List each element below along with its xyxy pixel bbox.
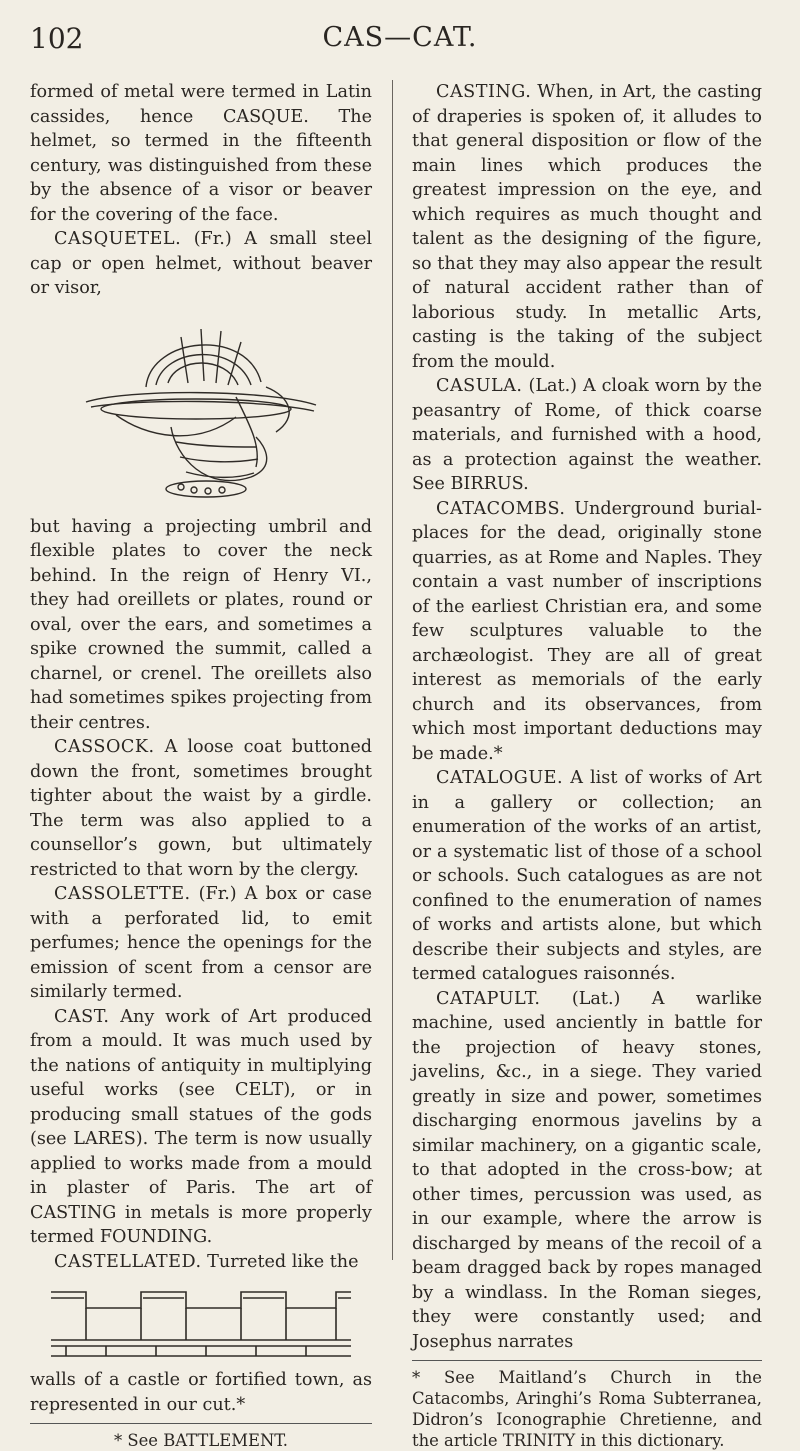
entry-term: CASSOLETTE. [54, 884, 191, 904]
paragraph: but having a projecting umbril and flexible plates to cover the neck behind. In the reign of Henry VI., they had oreillets or plates, round or oval, over the ears, and sometimes a spike crowned the summit, called a charnel, or crenel. The oreillets also had sometimes spikes projecting from their centres. [30, 516, 372, 733]
paragraph: formed of metal were termed in Latin cassides, hence CASQUE. The helmet, so termed in the fifteenth century, was distinguished from these by the absence of a visor or beaver for the covering of the face. [30, 82, 372, 225]
entry-text: Underground burial-places for the dead, originally stone quarries, as at Rome and Naples. They contain a vast number of inscriptions of the earliest Christian era, and some few sculptures valuable to the archæologist. They are all of great interest as memorials of the early church and its observances, from which most important deductions may be made.* [412, 498, 762, 764]
column-divider [392, 80, 393, 1260]
entry-text: When, in Art, the casting of draperies is spoken of, it alludes to that general disposition or flow of the main lines which produces the greatest impression on the eye, and which requires as much thought and talent as the designing of the figure, so that they may also appear the result of natural accident rather than of laborious study. In metallic Arts, casting is the taking of the subject from the mould. [412, 82, 762, 372]
page-number: 102 [30, 22, 84, 55]
footnote-rule [412, 1360, 762, 1361]
entry-term: CATACOMBS. [436, 498, 566, 519]
paragraph: walls of a castle or fortified town, as represented in our cut.* [30, 1370, 372, 1415]
entry-text: A list of works of Art in a gallery or collection; an enumeration of the works of an artist, or a systematic list of those of a school or schools. Such catalogues as are not confined to the enumeration of names of works and artists alone, but which describe their subjects and styles, are termed catalogues raisonnés. [412, 768, 762, 984]
entry-text: (Fr.) A small steel cap or open helmet, without beaver or visor, [30, 229, 372, 298]
entry-term: CASQUETEL. [54, 229, 182, 249]
entry-cassock [30, 735, 372, 882]
entry-catacombs [412, 497, 762, 767]
entry-casting [412, 80, 762, 374]
footnote: * See Maitland’s Church in the Catacombs, Aringhi’s Roma Subterranea, Didron’s Iconographie Chretienne, and the article TRINITY in this dictionary. [412, 1368, 762, 1450]
entry-catapult [412, 987, 762, 1355]
entry-term: CATAPULT. [436, 988, 541, 1009]
left-column [30, 80, 372, 1451]
entry-castellated [30, 1250, 372, 1275]
entry-term: CASULA. [436, 376, 523, 396]
entry-text: (Lat.) A cloak worn by the peasantry of Rome, of thick coarse materials, and furnished with a hood, as a protection against the weather. See BIRRUS. [412, 376, 762, 494]
entry-cassolette [30, 882, 372, 1005]
entry-text: (Fr.) A box or case with a perforated lid, to emit perfumes; hence the openings for the emission of scent from a censor are similarly termed. [30, 884, 372, 1002]
entry-text: (Lat.) A warlike machine, used anciently in battle for the projection of heavy stones, javelins, &c., in a siege. They varied greatly in size and power, sometimes discharging enormous javelins by a similar machinery, on a gigantic scale, to that adopted in the cross-bow; at other times, percussion was used, as in our example, where the arrow is discharged by means of the recoil of a beam dragged back by ropes managed by a windlass. In the Roman sieges, they were constantly used; and Josephus narrates [412, 988, 762, 1352]
entry-casquetel [30, 227, 372, 301]
entry-term: CASTING. [436, 82, 532, 102]
entry-text: Turreted like the [201, 1251, 359, 1272]
entry-term: CATALOGUE. [436, 768, 564, 788]
entry-text: A loose coat buttoned down the front, sometimes brought tighter about the waist by a girdle. The term was also applied to a counsellor’s gown, but ultimately restricted to that worn by the clergy. [30, 737, 372, 880]
right-column [412, 80, 762, 1451]
footnote: * See BATTLEMENT. [113, 1431, 289, 1450]
casquetel-illustration [76, 307, 326, 507]
running-head: CAS—CAT. [322, 22, 478, 53]
entry-term: CASSOCK. [54, 737, 155, 757]
battlement-illustration [46, 1280, 356, 1360]
entry-catalogue [412, 766, 762, 987]
footnote-rule [30, 1423, 372, 1424]
entry-cast [30, 1005, 372, 1250]
entry-term: CASTELLATED. [54, 1251, 202, 1272]
entry-term: CAST. [54, 1006, 110, 1027]
entry-text: Any work of Art produced from a mould. It was much used by the nations of antiquity in multiplying useful works (see CELT), or in producing small statues of the gods (see LARES). The term is now usually applied to works made from a mould in plaster of Paris. The art of CASTING in metals is more properly termed FOUNDING. [30, 1006, 372, 1247]
entry-casula [412, 374, 762, 497]
